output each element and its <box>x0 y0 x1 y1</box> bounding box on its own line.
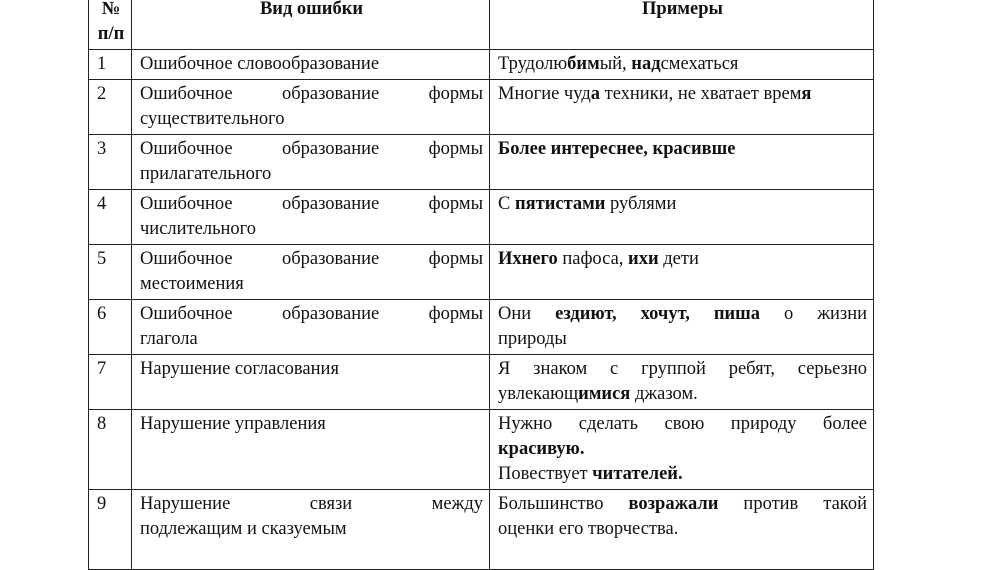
example-text-fragment: дети <box>658 249 699 269</box>
header-number <box>89 0 132 50</box>
example-error-fragment: красивую. <box>498 439 585 459</box>
example-cell <box>490 300 874 355</box>
error-type-cell <box>132 245 490 300</box>
row-number: 8 <box>89 410 132 490</box>
header-number-line1: № <box>101 0 121 19</box>
table-row <box>89 50 874 80</box>
error-type-line: глагола <box>140 329 198 349</box>
header-examples: Примеры <box>490 0 874 50</box>
example-text-fragment: оценки его творчества. <box>498 519 679 539</box>
example-error-fragment: ездиют, хочут, пиша <box>555 304 761 324</box>
example-text-fragment: Трудолю <box>498 54 568 74</box>
example-text-fragment: Большинство <box>498 494 629 514</box>
table-row <box>89 490 874 570</box>
example-text-fragment: Многие чуд <box>498 84 591 104</box>
error-type-line: Нарушение согласования <box>140 359 339 379</box>
table-row <box>89 80 874 135</box>
example-text-fragment: увлекающ <box>498 384 579 404</box>
example-text-fragment: ый, <box>599 54 632 74</box>
example-cell <box>490 245 874 300</box>
row-number: 6 <box>89 300 132 355</box>
example-cell <box>490 410 874 490</box>
row-number: 7 <box>89 355 132 410</box>
error-type-line: Ошибочное образование формы <box>140 194 483 214</box>
example-text-fragment: природы <box>498 329 567 349</box>
example-text-fragment: техники, не хватает врем <box>599 84 802 104</box>
table-row <box>89 300 874 355</box>
example-line <box>498 137 867 162</box>
error-type-cell <box>132 490 490 570</box>
error-type-line: Ошибочное словообразование <box>140 54 380 74</box>
example-error-fragment: Более интереснее, красивше <box>498 139 736 159</box>
error-type-cell <box>132 135 490 190</box>
example-line <box>498 492 867 517</box>
header-number-line2: п/п <box>97 24 125 44</box>
example-error-fragment: над <box>631 54 661 74</box>
example-line <box>498 302 867 327</box>
row-number: 9 <box>89 490 132 570</box>
example-line <box>498 382 867 407</box>
error-type-cell <box>132 355 490 410</box>
example-text-fragment: джазом. <box>630 384 698 404</box>
example-error-fragment: бим <box>567 54 600 74</box>
row-number: 2 <box>89 80 132 135</box>
table-row <box>89 245 874 300</box>
example-line <box>498 437 867 462</box>
example-line <box>498 412 867 437</box>
example-error-fragment: я <box>801 84 812 104</box>
example-cell <box>490 80 874 135</box>
error-type-line: Ошибочное образование формы <box>140 304 483 324</box>
row-number: 4 <box>89 190 132 245</box>
header-row <box>89 0 874 50</box>
error-type-cell <box>132 300 490 355</box>
row-number: 5 <box>89 245 132 300</box>
example-text-fragment: против такой <box>718 494 867 514</box>
example-error-fragment: ихи <box>628 249 659 269</box>
table-row <box>89 355 874 410</box>
table-row <box>89 410 874 490</box>
example-text-fragment: рублями <box>605 194 677 214</box>
example-line <box>498 327 867 352</box>
example-error-fragment: а <box>590 84 600 104</box>
errors-table <box>88 0 874 570</box>
error-type-line: Ошибочное образование формы <box>140 249 483 269</box>
error-type-line: подлежащим и сказуемым <box>140 519 347 539</box>
example-error-fragment: возражали <box>628 494 719 514</box>
example-cell <box>490 355 874 410</box>
error-type-cell <box>132 50 490 80</box>
example-cell <box>490 490 874 570</box>
error-type-line: Ошибочное образование формы <box>140 84 483 104</box>
example-text-fragment: С <box>498 194 515 214</box>
example-line <box>498 192 867 217</box>
table-row <box>89 190 874 245</box>
example-error-fragment: имися <box>578 384 631 404</box>
row-number: 3 <box>89 135 132 190</box>
example-cell <box>490 50 874 80</box>
error-type-line: существительного <box>140 109 285 129</box>
header-error-type: Вид ошибки <box>132 0 490 50</box>
example-text-fragment: Я знаком с группой ребят, серьезно <box>498 359 867 379</box>
example-error-fragment: читателей. <box>592 464 683 484</box>
error-type-line: Нарушение управления <box>140 414 326 434</box>
row-number: 1 <box>89 50 132 80</box>
example-cell <box>490 135 874 190</box>
example-text-fragment: Повествует <box>498 464 593 484</box>
example-line <box>498 82 867 107</box>
error-type-cell <box>132 410 490 490</box>
error-type-line: прилагательного <box>140 164 272 184</box>
error-type-cell <box>132 80 490 135</box>
example-cell <box>490 190 874 245</box>
example-text-fragment: Нужно сделать свою природу более <box>498 414 867 434</box>
example-line <box>498 52 867 77</box>
error-type-line: Ошибочное образование формы <box>140 139 483 159</box>
example-line <box>498 357 867 382</box>
error-type-line: местоимения <box>140 274 244 294</box>
example-line <box>498 462 867 487</box>
example-line <box>498 247 867 272</box>
error-type-line: числительного <box>140 219 257 239</box>
table-row <box>89 135 874 190</box>
example-text-fragment: смехаться <box>660 54 739 74</box>
error-type-line: Нарушение связи между <box>140 494 483 514</box>
example-line <box>498 517 867 542</box>
example-text-fragment: пафоса, <box>557 249 629 269</box>
table-body <box>89 50 874 570</box>
example-text-fragment: Они <box>498 304 556 324</box>
example-text-fragment: о жизни <box>760 304 867 324</box>
example-error-fragment: пятистами <box>514 194 606 214</box>
example-error-fragment: Ихнего <box>498 249 558 269</box>
error-type-cell <box>132 190 490 245</box>
